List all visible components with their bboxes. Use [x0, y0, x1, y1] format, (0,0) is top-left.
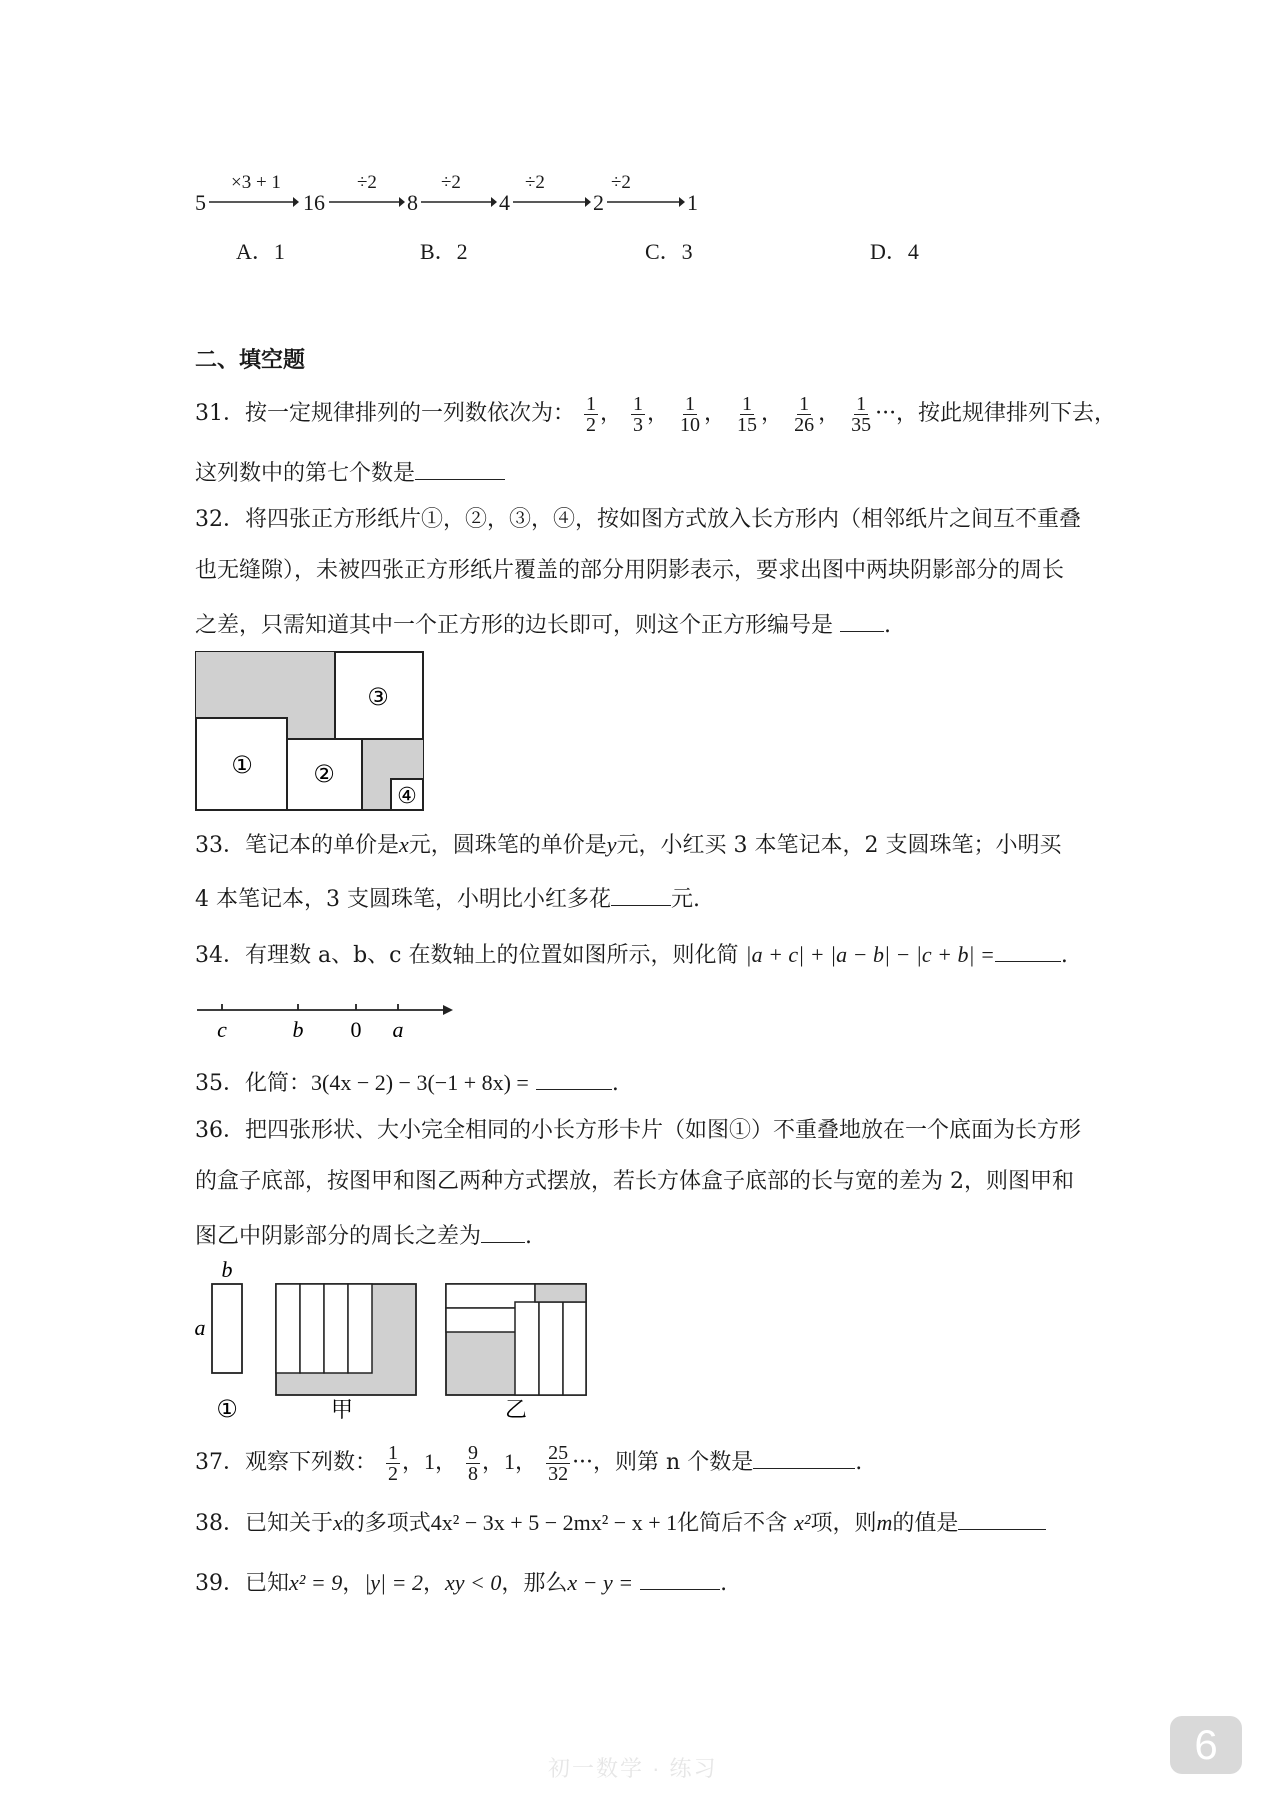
flow-arrow-1 [209, 192, 299, 212]
answer-blank-32[interactable] [840, 607, 884, 632]
fig-jia-card [324, 1284, 348, 1373]
q33-line2: 4 本笔记本，3 支圆珠笔，小明比小红多花 元. [195, 881, 700, 915]
fraction: $\frac{1}{2}$ [388, 1441, 398, 1485]
fig-jia-card [276, 1284, 300, 1373]
section-heading: 二、填空题 [195, 347, 306, 373]
q32-line3-text: 之差，只需知道其中一个正方形的边长即可，则这个正方形编号是 [195, 613, 834, 638]
q31-line2-text: 这列数中的第七个数是 [195, 461, 416, 486]
var-x: x [399, 832, 409, 857]
answer-blank-35[interactable] [536, 1065, 612, 1090]
q36-line1: 36．把四张形状、大小完全相同的小长方形卡片（如图①）不重叠地放在一个底面为长方形 [195, 1118, 1081, 1143]
axis-label-0: 0 [350, 1017, 362, 1042]
label-2: ② [313, 760, 335, 788]
q34-expression: |a + c| + |a − b| − |c + b| = [745, 942, 995, 967]
q34-line: 34．有理数 a、b、c 在数轴上的位置如图所示，则化简 |a + c| + |a − b| − |c + b| = . [195, 937, 1068, 971]
label-3: ③ [367, 683, 389, 711]
fraction: $\frac{1}{35}$ [851, 392, 872, 436]
q39-line: 39．已知x² = 9，|y| = 2，xy < 0，那么x − y = . [195, 1565, 727, 1599]
answer-blank-36[interactable] [481, 1218, 525, 1243]
axis-label-b: b [292, 1017, 304, 1042]
answer-blank-38[interactable] [958, 1505, 1046, 1530]
flow-n3: 4 [499, 190, 510, 215]
q33-line1: 33．笔记本的单价是x元，圆珠笔的单价是y元，小红买 3 本笔记本，2 支圆珠笔；小明买 [195, 832, 1062, 858]
flow-n4: 2 [593, 190, 604, 215]
fig1-label-b: b [221, 1257, 233, 1282]
q31-prefix: 31．按一定规律排列的一列数依次为： [195, 401, 575, 426]
q36-line3: 图乙中阴影部分的周长之差为 . [195, 1218, 532, 1252]
flow-arrow-3 [421, 192, 497, 212]
number-line [195, 995, 455, 1045]
fraction: $\frac{1}{3}$ [633, 392, 644, 436]
fraction: $\frac{1}{26}$ [794, 392, 815, 436]
label-1: ① [231, 751, 253, 779]
q31-line1: 31．按一定规律排列的一列数依次为： $\frac{1}{2}$ ， $\frac{1}{3}$ ， $\frac{1}{10}$ ， $\frac{1}{15}$ ， $\frac{1}{26}$ ， $\frac{1}{35}$ ···，按此规律排列下去， [195, 392, 1117, 436]
q32-figure [195, 651, 425, 813]
choice-d[interactable]: D．4 [870, 239, 919, 264]
fig-yi-shade-top [535, 1284, 586, 1302]
flow-n2: 8 [407, 190, 418, 215]
q38-line: 38．已知关于x的多项式4x² − 3x + 5 − 2mx² − x + 1化简后不含 x²项，则m的值是 [195, 1505, 1046, 1539]
flow-arrow-2 [329, 192, 405, 212]
fig-yi-card [515, 1302, 539, 1395]
flow-n0: 5 [195, 190, 206, 215]
q31-line2 [195, 455, 505, 489]
answer-blank-37[interactable] [753, 1444, 855, 1469]
fig-yi-card [539, 1302, 563, 1395]
var-y: y [606, 832, 617, 857]
fig1-card [212, 1284, 242, 1373]
axis-label-c: c [217, 1017, 227, 1042]
flow-chain [195, 172, 698, 228]
flow-op3: ÷2 [441, 172, 461, 193]
page-number-badge: 6 [1170, 1716, 1242, 1774]
flow-arrow-5 [607, 192, 685, 212]
fig-jia-card [348, 1284, 372, 1373]
q31-tail: ···，按此规律排列下去， [875, 401, 1117, 426]
fraction: $\frac{1}{10}$ [680, 392, 701, 436]
q37-line: 37．观察下列数： $\frac{1}{2}$ ，1， $\frac{9}{8}$ ，1， $\frac{25}{32}$ ···，则第 n 个数是 . [195, 1441, 863, 1485]
answer-blank-31[interactable] [415, 455, 505, 480]
flow-op4: ÷2 [525, 172, 545, 193]
fig1-caption: ① [216, 1395, 238, 1423]
fig-yi-card [563, 1302, 586, 1395]
fraction: $\frac{1}{2}$ [586, 392, 596, 436]
choice-a[interactable]: A．1 [236, 239, 285, 264]
fraction: $\frac{1}{15}$ [737, 392, 758, 436]
label-4: ④ [397, 784, 417, 809]
choice-b[interactable]: B．2 [420, 239, 468, 264]
flow-op2: ÷2 [357, 172, 377, 193]
q36-line2: 的盒子底部，按图甲和图乙两种方式摆放，若长方体盒子底部的长与宽的差为 2，则图甲和 [195, 1169, 1074, 1194]
fig-yi-caption: 乙 [504, 1398, 528, 1423]
choice-c[interactable]: C．3 [645, 239, 693, 264]
axis-label-a: a [392, 1017, 404, 1042]
q36-figures [190, 1255, 600, 1425]
fig-jia-card [300, 1284, 324, 1373]
fraction: $\frac{25}{32}$ [548, 1441, 569, 1485]
q32-line3: 之差，只需知道其中一个正方形的边长即可，则这个正方形编号是 . [195, 607, 891, 641]
q32-line1: 32．将四张正方形纸片①，②，③，④，按如图方式放入长方形内（相邻纸片之间互不重叠 [195, 507, 1081, 532]
q35-expression: 3(4x − 2) − 3(−1 + 8x) = [311, 1070, 529, 1095]
fig1-label-a: a [194, 1315, 206, 1340]
flow-n5: 1 [687, 190, 698, 215]
answer-blank-39[interactable] [640, 1565, 720, 1590]
flow-arrow-4 [513, 192, 591, 212]
fraction: $\frac{9}{8}$ [468, 1441, 479, 1485]
flow-op1: ×3 + 1 [231, 172, 281, 193]
fig-jia-caption: 甲 [330, 1398, 354, 1423]
answer-blank-34[interactable] [995, 937, 1061, 962]
q35-line: 35．化简：3(4x − 2) − 3(−1 + 8x) = . [195, 1065, 619, 1099]
watermark: 初一数学 · 练习 [548, 1756, 718, 1781]
flow-n1: 16 [303, 190, 325, 215]
answer-blank-33[interactable] [611, 881, 671, 906]
q32-line2: 也无缝隙），未被四张正方形纸片覆盖的部分用阴影表示，要求出图中两块阴影部分的周长 [195, 558, 1065, 583]
q38-expression: 4x² − 3x + 5 − 2mx² − x + 1 [430, 1510, 678, 1535]
flow-op5: ÷2 [611, 172, 631, 193]
